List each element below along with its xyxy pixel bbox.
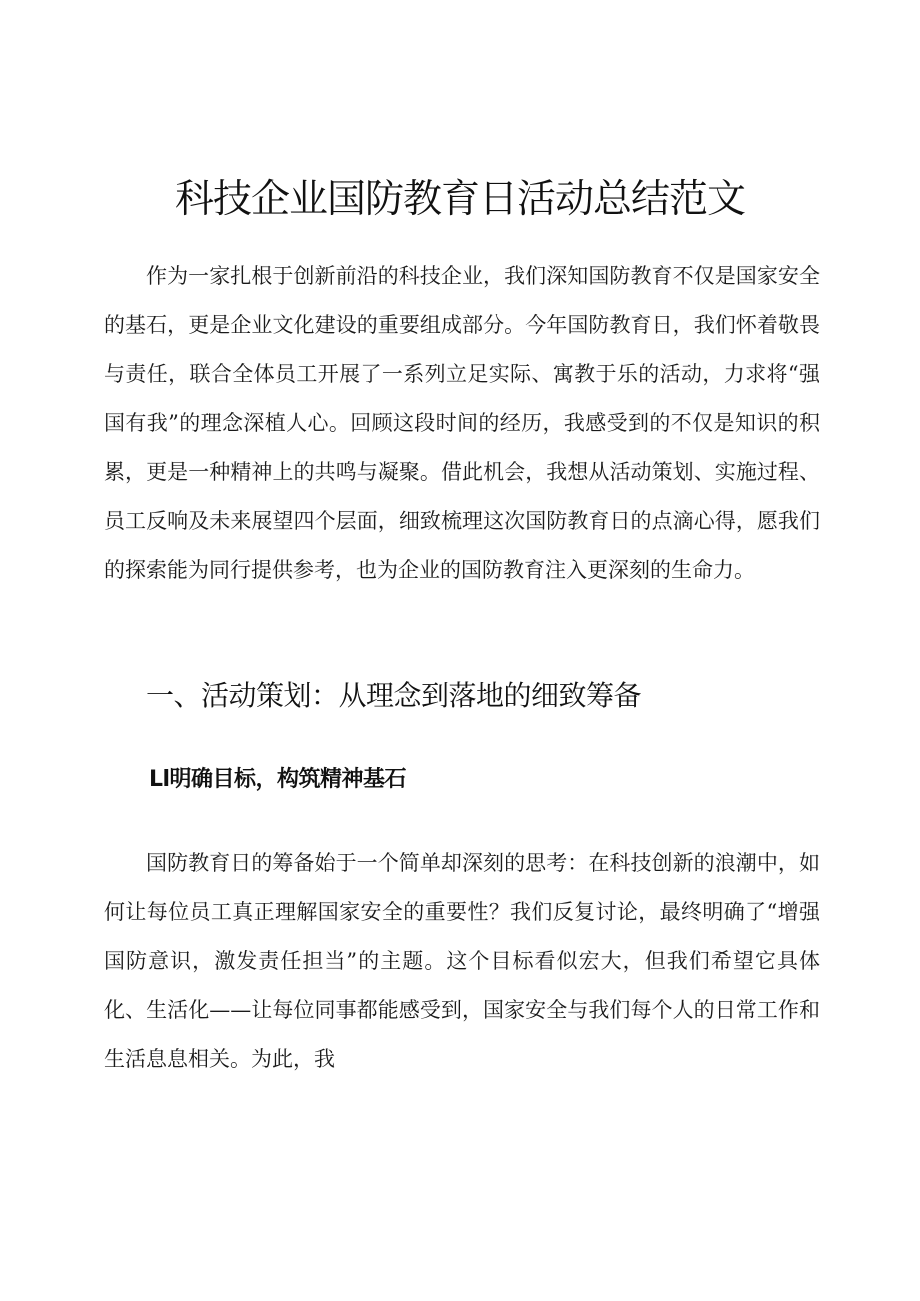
document-title: 科技企业国防教育日活动总结范文: [174, 177, 745, 222]
section-heading: 一、活动策划：从理念到落地的细致筹备: [146, 679, 642, 712]
intro-paragraph: 作为一家扎根于创新前沿的科技企业，我们深知国防教育不仅是国家安全的基石，更是企业文化建设的重要组成部分。今年国防教育日，我们怀着敬畏与责任，联合全体员工开展了一系列立足实际、寓教于乐的活动，力求将“强国有我”的理念深植人心。回顾这段时间的经历，我感受到的不仅是知识的积累，更是一种精神上的共鸣与凝聚。借此机会，我想从活动策划、实施过程、员工反响及未来展望四个层面，细致梳理这次国防教育日的点滴心得，愿我们的探索能为同行提供参考，也为企业的国防教育注入更深刻的生命力。: [104, 264, 820, 582]
subsection-heading: Ll明确目标，构筑精神基石: [149, 767, 407, 792]
body-paragraph: 国防教育日的筹备始于一个简单却深刻的思考：在科技创新的浪潮中，如何让每位员工真正理解国家安全的重要性？我们反复讨论，最终明确了“增强国防意识，激发责任担当”的主题。这个目标看似宏大，但我们希望它具体化、生活化——让每位同事都能感受到，国家安全与我们每个人的日常工作和生活息息相关。为此，我: [104, 851, 820, 1071]
